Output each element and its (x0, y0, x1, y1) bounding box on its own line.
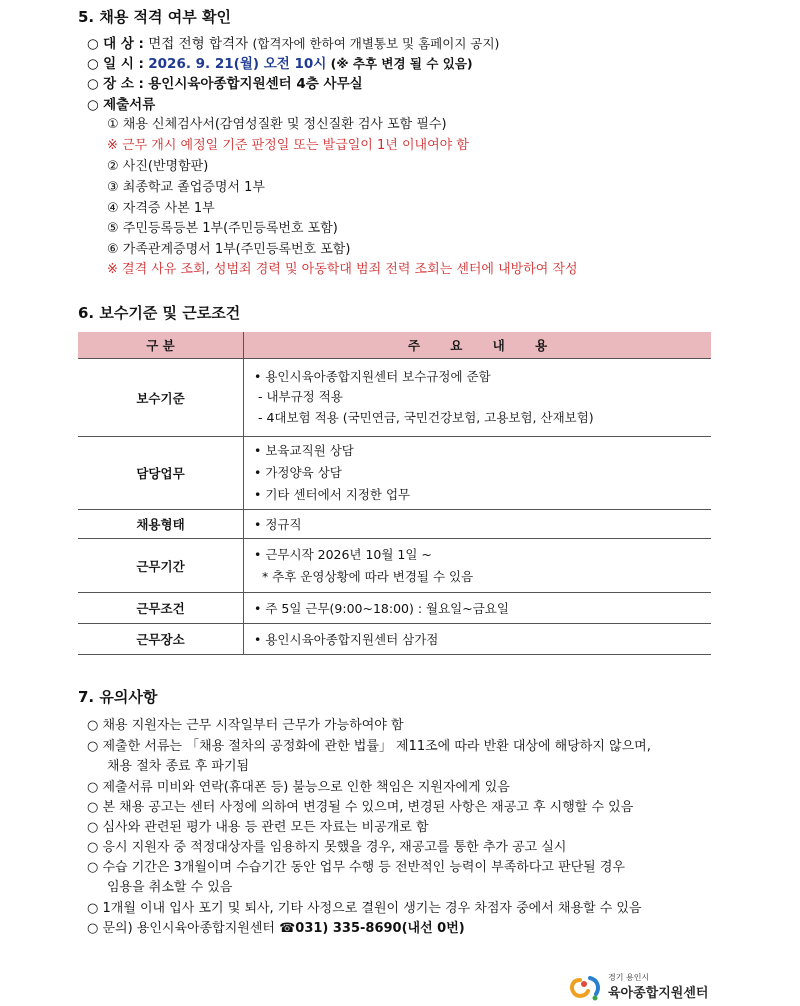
section-7-title: 7. 유의사항 (78, 688, 158, 706)
doc-item-3: ③ 최종학교 졸업증명서 1부 (107, 180, 265, 195)
date-label: 일 시 : (103, 56, 144, 72)
contact-line (87, 917, 465, 936)
date-note: (※ 추후 변경 될 수 있음) (330, 56, 473, 71)
circle-bullet-icon: ○ (87, 718, 103, 733)
row-line: • 정규직 (254, 517, 302, 532)
contact-phone: ☎031) 335-8690(내선 0번) (279, 921, 465, 936)
table-row (78, 624, 711, 655)
doc-note-2: ※ 결격 사유 조회, 성범죄 경력 및 아동학대 범죄 전력 조회는 센터에 내방하여 작성 (107, 262, 578, 277)
logo-big-text: 육아종합지원센터 (608, 986, 709, 1001)
target-note: (합격자에 한하여 개별통보 및 홈페이지 공지) (252, 36, 500, 51)
place-label: 장 소 : (103, 76, 144, 92)
notice-item: ○ 제출한 서류는 「채용 절차의 공정화에 관한 법률」 제11조에 따라 반환 대상에 해당하지 않으며, (87, 739, 651, 754)
row-line: • 근무시작 2026년 10월 1일 ~ (254, 546, 432, 562)
circle-bullet-icon: ○ (87, 56, 99, 72)
row-line: • 용인시육아종합지원센터 보수규정에 준함 (254, 368, 491, 384)
section-5-title: 5. 채용 적격 여부 확인 (78, 8, 231, 26)
row-line: • 용인시육아종합지원센터 삼가점 (254, 632, 439, 647)
row-key: 근무기간 (78, 539, 244, 593)
table-row (78, 593, 711, 624)
circle-bullet-icon: ○ (87, 860, 103, 875)
doc-item-4: ④ 자격증 사본 1부 (107, 201, 215, 216)
notice-item-cont: 채용 절차 종료 후 파기됨 (107, 759, 250, 774)
section-6-title: 6. 보수기준 및 근로조건 (78, 304, 241, 322)
row-key: 근무조건 (78, 593, 244, 624)
table-row (78, 510, 711, 539)
date-value: 2026. 9. 21(월) 오전 10시 (148, 56, 327, 72)
circle-bullet-icon: ○ (87, 840, 103, 855)
circle-bullet-icon: ○ (87, 97, 99, 113)
center-logo (568, 972, 709, 1002)
circle-bullet-icon: ○ (87, 800, 103, 815)
header-content: 주 요 내 용 (244, 332, 712, 359)
row-key: 보수기준 (78, 359, 244, 437)
notice-item: ○ 심사와 관련된 평가 내용 등 관련 모든 자료는 비공개로 함 (87, 820, 429, 835)
notice-item: ○ 제출서류 미비와 연락(휴대폰 등) 불능으로 인한 책임은 지원자에게 있음 (87, 780, 510, 795)
notice-item: ○ 채용 지원자는 근무 시작일부터 근무가 가능하여야 함 (87, 718, 404, 733)
date-line (87, 52, 473, 72)
row-key: 채용형태 (78, 510, 244, 539)
doc-item-6: ⑥ 가족관계증명서 1부(주민등록번호 포함) (107, 242, 351, 257)
doc-item-2: ② 사진(반명함판) (107, 159, 209, 174)
circle-bullet-icon: ○ (87, 820, 103, 835)
target-line (87, 32, 499, 52)
doc-note-1: ※ 근무 개시 예정일 기준 판정일 또는 발급일이 1년 이내여야 함 (107, 138, 469, 153)
row-line: - 내부규정 적용 (254, 389, 343, 405)
row-line: - 4대보험 적용 (국민연금, 국민건강보험, 고용보험, 산재보험) (254, 409, 594, 425)
target-value: 면접 전형 합격자 (148, 36, 249, 52)
circle-bullet-icon: ○ (87, 901, 103, 916)
doc-item-1: ① 채용 신체검사서(감염성질환 및 정신질환 검사 포함 필수) (107, 117, 447, 132)
circle-bullet-icon: ○ (87, 36, 99, 52)
row-key: 담당업무 (78, 437, 244, 510)
notice-item: ○ 1개월 이내 입사 포기 및 퇴사, 기타 사정으로 결원이 생기는 경우 차점자 중에서 채용할 수 있음 (87, 901, 642, 916)
row-line: * 추후 운영상황에 따라 변경될 수 있음 (254, 568, 474, 584)
contact-label: 문의) 용인시육아종합지원센터 (102, 921, 280, 936)
place-line (87, 72, 363, 92)
circle-bullet-icon: ○ (87, 780, 103, 795)
table-row (78, 359, 711, 437)
notice-item: ○ 본 채용 공고는 센터 사정에 의하여 변경될 수 있으며, 변경된 사항은 재공고 후 시행할 수 있음 (87, 800, 634, 815)
row-line: • 기타 센터에서 지정한 업무 (254, 487, 411, 502)
docs-title: 제출서류 (103, 97, 156, 113)
table-row (78, 539, 711, 593)
logo-mark-icon (568, 974, 604, 1002)
doc-item-5: ⑤ 주민등록등본 1부(주민등록번호 포함) (107, 221, 338, 236)
table-row (78, 437, 711, 510)
notice-item-cont: 임용을 취소할 수 있음 (107, 880, 233, 895)
notice-item: ○ 수습 기간은 3개월이며 수습기간 동안 업무 수행 등 전반적인 능력이 부족하다고 판단될 경우 (87, 860, 625, 875)
header-category: 구 분 (78, 332, 244, 359)
table-header-row (78, 332, 711, 359)
row-key: 근무장소 (78, 624, 244, 655)
circle-bullet-icon: ○ (87, 921, 103, 936)
row-line: • 보육교직원 상담 (254, 443, 354, 458)
docs-title-line (87, 93, 155, 113)
row-line: • 가정양육 상담 (254, 465, 342, 480)
place-value: 용인시육아종합지원센터 4층 사무실 (148, 76, 363, 92)
target-label: 대 상 : (103, 36, 144, 52)
notice-item: ○ 응시 지원자 중 적정대상자를 임용하지 못했을 경우, 재공고를 통한 추가 공고 실시 (87, 840, 567, 855)
logo-small-text: 경기 용인시 (608, 973, 650, 982)
pay-conditions-table (78, 332, 711, 655)
row-line: • 주 5일 근무(9:00~18:00) : 월요일~금요일 (254, 601, 509, 616)
circle-bullet-icon: ○ (87, 76, 99, 92)
circle-bullet-icon: ○ (87, 739, 103, 754)
